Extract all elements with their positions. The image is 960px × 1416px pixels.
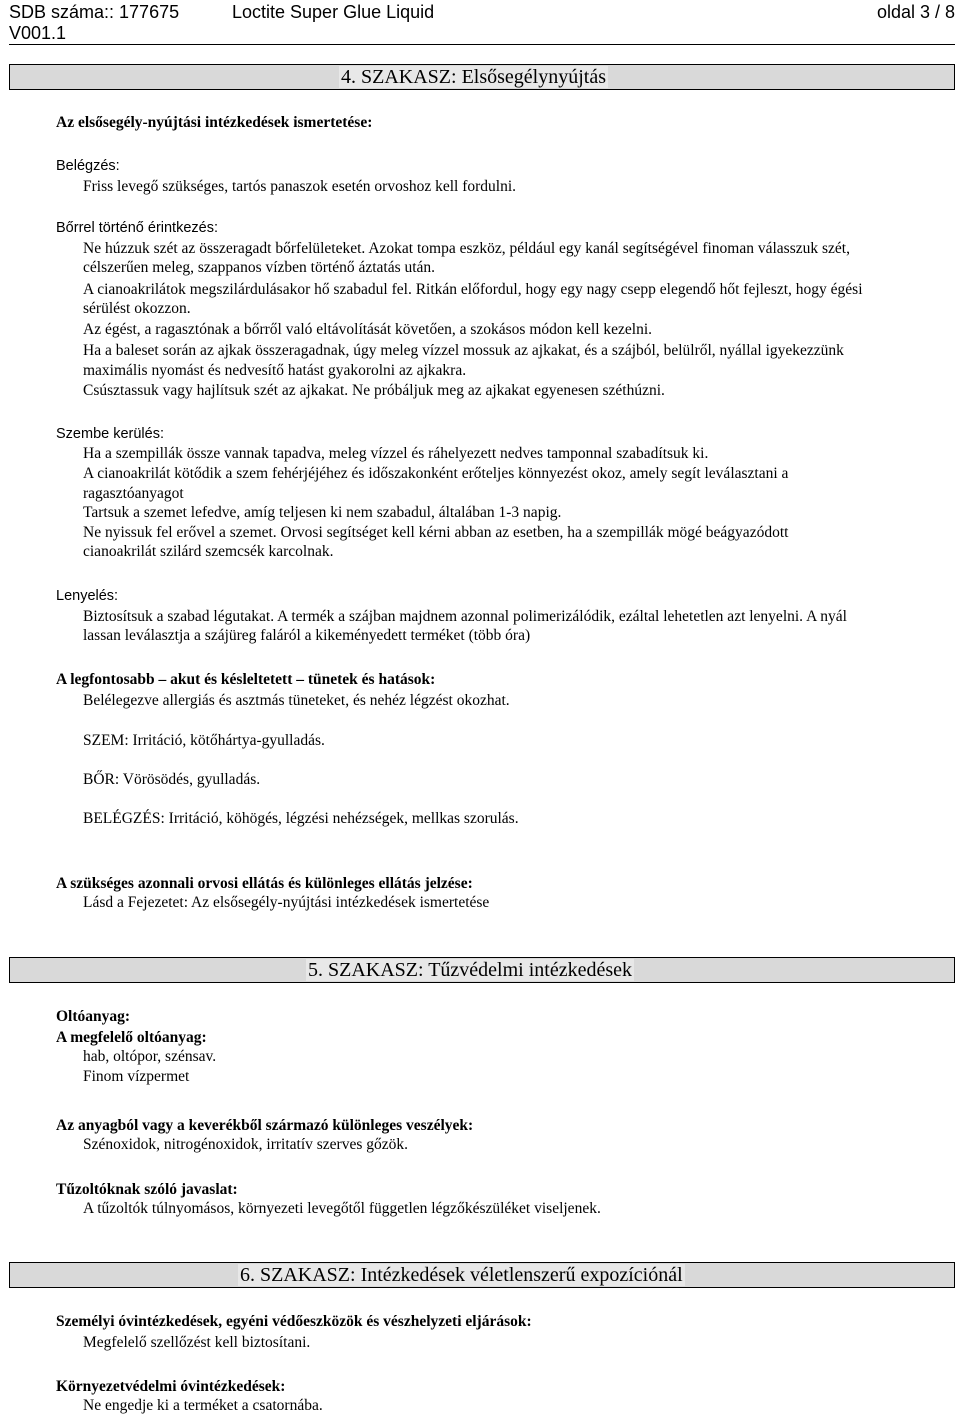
section-4-bar — [9, 64, 955, 90]
special-hazards-text: Szénoxidok, nitrogénoxidok, irritatív szerves gőzök. — [83, 1136, 409, 1153]
symptoms-skin: BŐR: Vörösödés, gyulladás. — [83, 771, 261, 788]
section-4-title: 4. SZAKASZ: Elsősegélynyújtás — [341, 66, 606, 88]
skin-text-4: sérülést okozzon. — [83, 300, 191, 317]
firefighters-heading: Tűzoltóknak szóló javaslat: — [56, 1181, 238, 1198]
symptoms-eye: SZEM: Irritáció, kötőhártya-gyulladás. — [83, 732, 325, 749]
eye-text-4: Tartsuk a szemet lefedve, amíg teljesen ki nem szabadul, általában 1-3 napig. — [83, 504, 562, 521]
ingestion-text-1: Biztosítsuk a szabad légutakat. A termék a szájban majdnem azonnal polimerizálódik, ezáltal lehetetlen azt lenyelni. A nyál — [83, 608, 847, 625]
symptoms-text-1: Belélegezve allergiás és asztmás tüneteket, és nehéz légzést okozhat. — [83, 692, 510, 709]
extinguishing-heading: Oltóanyag: — [56, 1008, 131, 1025]
eye-text-6: cianoakrilát szilárd szemcsék karcolnak. — [83, 543, 334, 560]
skin-text-5: Az égést, a ragasztónak a bőrről való eltávolítását követően, a szokásos módon kell kezelni. — [83, 321, 653, 338]
ingestion-heading: Lenyelés: — [56, 588, 119, 604]
skin-text-6: Ha a baleset során az ajkak összeragadnak, úgy meleg vízzel mossuk az ajkakat, és a szájból, belülről, nyállal igyekezzünk — [83, 342, 844, 359]
section-5-title: 5. SZAKASZ: Tűzvédelmi intézkedések — [308, 959, 633, 981]
version: V001.1 — [9, 23, 67, 43]
special-hazards-heading: Az anyagból vagy a keverékből származó különleges veszélyek: — [56, 1117, 474, 1134]
skin-text-8: Csúsztassuk vagy hajlítsuk szét az ajkakat. Ne próbáljuk meg az ajkakat egyenesen széthúzni. — [83, 382, 665, 399]
firefighters-text: A tűzoltók túlnyomásos, környezeti levegőtől független légzőkészüléket viseljenek. — [83, 1200, 601, 1217]
personal-precautions-heading: Személyi óvintézkedések, egyéni védőeszközök és vészhelyzeti eljárások: — [56, 1313, 532, 1330]
skin-text-1: Ne húzzuk szét az összeragadt bőrfelületeket. Azokat tompa eszköz, például egy kanál segítségével finoman válasszuk szét, — [83, 240, 850, 257]
section-6-title: 6. SZAKASZ: Intézkedések véletlenszerű expozíciónál — [240, 1264, 683, 1286]
product-name: Loctite Super Glue Liquid — [232, 2, 435, 22]
sds-number: SDB száma:: 177675 — [9, 2, 180, 22]
suitable-media-2: Finom vízpermet — [83, 1068, 190, 1085]
eye-text-3: ragasztóanyagot — [83, 485, 184, 502]
medical-heading: A szükséges azonnali orvosi ellátás és különleges ellátás jelzése: — [56, 875, 473, 892]
section-6-bar — [9, 1262, 955, 1288]
eye-heading: Szembe kerülés: — [56, 426, 164, 442]
environmental-heading: Környezetvédelmi óvintézkedések: — [56, 1378, 286, 1395]
section-5-bar — [9, 957, 955, 983]
eye-text-2: A cianoakrilát kötődik a szem fehérjéjéhez és időszakonként erőteljes könnyezést okoz, amely segít leválasztani a — [83, 465, 789, 482]
suitable-media-1: hab, oltópor, szénsav. — [83, 1048, 217, 1065]
symptoms-inhalation: BELÉGZÉS: Irritáció, köhögés, légzési nehézségek, mellkas szorulás. — [83, 810, 519, 827]
inhalation-text: Friss levegő szükséges, tartós panaszok esetén orvoshoz kell fordulni. — [83, 178, 517, 195]
personal-precautions-text: Megfelelő szellőzést kell biztosítani. — [83, 1334, 311, 1351]
medical-text: Lásd a Fejezetet: Az elsősegély-nyújtási intézkedések ismertetése — [83, 894, 490, 911]
first-aid-intro: Az elsősegély-nyújtási intézkedések ismertetése: — [56, 114, 373, 131]
suitable-media-heading: A megfelelő oltóanyag: — [56, 1029, 207, 1046]
ingestion-text-2: lassan leválasztja a szájüreg faláról a kikeményedett terméket (több óra) — [83, 627, 531, 644]
skin-heading: Bőrrel történő érintkezés: — [56, 220, 218, 236]
eye-text-1: Ha a szempillák össze vannak tapadva, meleg vízzel és ráhelyezett nedves tamponnal szabadítsuk ki. — [83, 445, 709, 462]
skin-text-7: maximális nyomást és nedvesítő hatást gyakorolni az ajkakra. — [83, 362, 467, 379]
skin-text-2: célszerűen meleg, szappanos vízben történő áztatás után. — [83, 259, 436, 276]
skin-text-3: A cianoakrilátok megszilárdulásakor hő szabadul fel. Ritkán előfordul, hogy egy nagy csepp elegendő hőt fejleszt, hogy égési — [83, 281, 863, 298]
header-rule — [9, 44, 955, 45]
page-number: oldal 3 / 8 — [876, 2, 955, 22]
symptoms-heading: A legfontosabb – akut és késleltetett – tünetek és hatások: — [56, 671, 436, 688]
environmental-text: Ne engedje ki a terméket a csatornába. — [83, 1397, 323, 1414]
page-header — [9, 0, 955, 44]
eye-text-5: Ne nyissuk fel erővel a szemet. Orvosi segítséget kell kérni abban az esetben, ha a szempillák mögé beágyazódott — [83, 524, 789, 541]
inhalation-heading: Belégzés: — [56, 158, 120, 174]
